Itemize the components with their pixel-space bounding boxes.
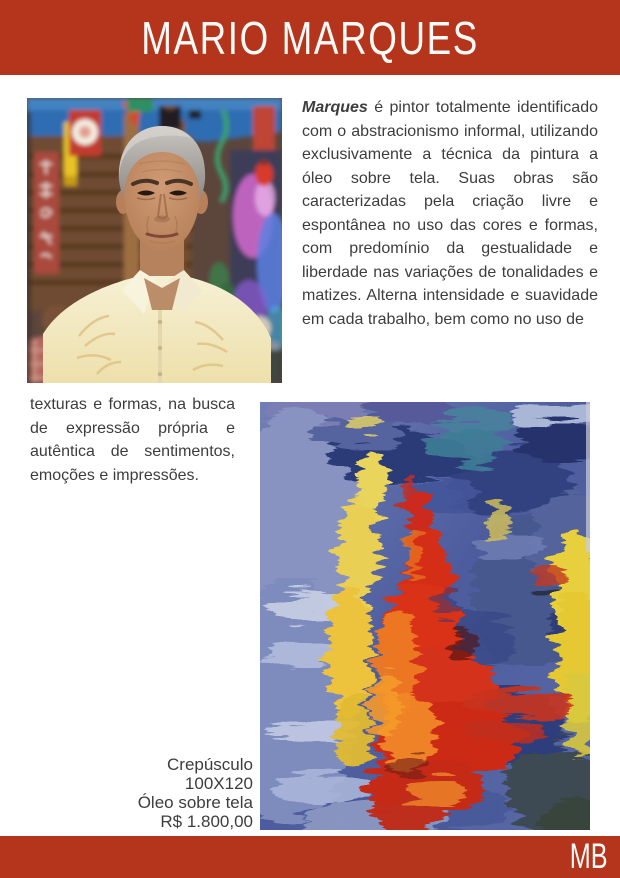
bio-paragraph-left: texturas e formas, na busca de expressão própria e autêntica de sentimentos, emoções e impressões. — [30, 396, 235, 484]
mb-monogram-logo: MB — [569, 837, 607, 876]
footer-bar — [0, 836, 620, 878]
artwork-dimensions: 100X120 — [184, 774, 253, 793]
page-title: MARIO MARQUES — [141, 11, 479, 64]
artwork-price: R$ 1.800,00 — [160, 812, 253, 831]
artwork-caption — [30, 755, 253, 831]
header-bar — [0, 0, 620, 75]
bio-text-right: é pintor totalmente identificado com o abstracionismo informal, utilizando exclusivamente a técnica da pintura a óleo sobre tela. Suas obras são caracterizadas pela criação livre e espontânea no uso das cores e formas, com predomínio da gestualidade e liberdade nas variações de tonalidades e matizes. Alterna intensidade e suavidade em cada trabalho, bem como no uso de — [302, 99, 598, 328]
bio-paragraph-right — [302, 96, 598, 331]
artwork-technique: Óleo sobre tela — [137, 793, 253, 812]
abstract-painting-photo — [260, 402, 590, 830]
artist-name: Marques — [302, 99, 368, 116]
artist-portrait-photo — [27, 98, 282, 383]
artwork-title: Crepúsculo — [167, 755, 253, 774]
